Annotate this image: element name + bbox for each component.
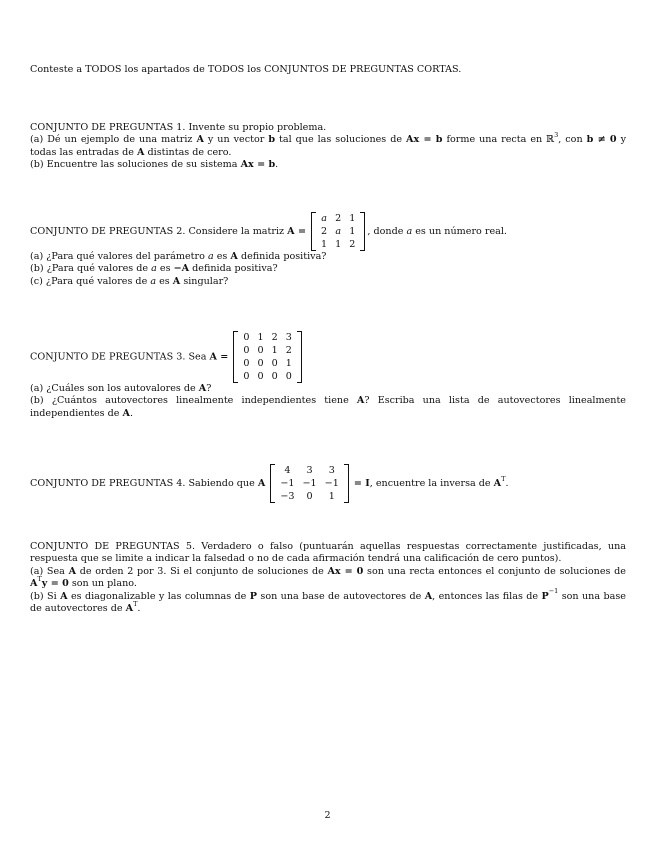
matrix-symbol: A bbox=[356, 395, 365, 407]
left-bracket bbox=[270, 464, 275, 503]
variable: a bbox=[151, 263, 157, 275]
text: . bbox=[137, 603, 141, 615]
text: es bbox=[159, 263, 171, 275]
vector-symbol: b bbox=[268, 134, 276, 146]
variable: a bbox=[207, 251, 214, 262]
set3-item-b bbox=[30, 395, 626, 420]
matrix-cell: 0 bbox=[285, 371, 292, 382]
matrix-cell: 2 bbox=[335, 213, 342, 224]
item-label: (a) bbox=[30, 134, 44, 146]
matrix-symbol: A bbox=[493, 478, 502, 489]
right-bracket bbox=[344, 464, 349, 503]
set3-item-a bbox=[30, 383, 626, 395]
variable: a bbox=[406, 226, 413, 237]
matrix-cell: −1 bbox=[302, 478, 317, 489]
item-label: (b) bbox=[30, 263, 44, 275]
matrix-symbol: A bbox=[424, 590, 433, 602]
set2-heading bbox=[30, 212, 626, 251]
set3-heading bbox=[30, 331, 626, 383]
text: ¿Cuáles son los autovalores de bbox=[46, 383, 196, 394]
matrix-cell: 2 bbox=[271, 332, 278, 343]
matrix-row bbox=[317, 212, 359, 225]
matrix-row bbox=[239, 344, 295, 357]
text: ? bbox=[206, 383, 212, 394]
question-set-1 bbox=[30, 122, 626, 172]
matrix-symbol: A bbox=[230, 251, 238, 262]
question-set-3 bbox=[30, 331, 626, 420]
matrix-symbol: A bbox=[125, 603, 134, 615]
matrix-cell: 0 bbox=[243, 358, 250, 369]
matrix-symbol: P bbox=[541, 590, 549, 602]
matrix-equation: A = bbox=[209, 351, 229, 363]
text: Sea bbox=[188, 351, 207, 363]
text: Si bbox=[47, 590, 57, 602]
matrix-cell: 3 bbox=[285, 332, 292, 343]
right-bracket bbox=[360, 212, 365, 251]
item-label: (b) bbox=[30, 159, 44, 171]
text: es bbox=[216, 251, 228, 262]
matrix-cell: −1 bbox=[324, 478, 339, 489]
set1-item-a bbox=[30, 131, 626, 159]
set4-title: CONJUNTO DE PREGUNTAS 4. bbox=[30, 478, 186, 489]
set2-item-c bbox=[30, 276, 626, 288]
text: y todas las entradas de bbox=[30, 134, 626, 158]
text: distintas de cero. bbox=[147, 146, 232, 158]
item-label: (b) bbox=[30, 590, 44, 602]
set2-title: CONJUNTO DE PREGUNTAS 2. bbox=[30, 226, 186, 237]
text: , entonces las filas de bbox=[432, 590, 539, 602]
identity-equation: = I bbox=[353, 478, 370, 489]
set1-heading bbox=[30, 122, 626, 134]
variable: a bbox=[150, 275, 157, 287]
matrix-cell: 1 bbox=[349, 226, 356, 237]
text: son una recta entonces el conjunto de soluciones de bbox=[367, 565, 626, 577]
equation: Ax = b bbox=[406, 134, 443, 146]
matrix-row bbox=[276, 477, 342, 490]
matrix-cell: 0 bbox=[243, 371, 250, 382]
question-set-5 bbox=[30, 541, 626, 615]
matrix-cell: 2 bbox=[349, 239, 356, 250]
question-set-4 bbox=[30, 464, 626, 503]
matrix-row bbox=[276, 490, 342, 503]
text: Encuentre las soluciones de su sistema bbox=[46, 159, 238, 171]
text: ¿Para qué valores del parámetro bbox=[46, 251, 205, 262]
instructions bbox=[30, 64, 626, 76]
matrix-cell: 1 bbox=[321, 239, 328, 250]
set2-matrix bbox=[311, 212, 365, 251]
exponent: 3 bbox=[554, 131, 559, 140]
matrix-cell: −3 bbox=[280, 491, 295, 502]
text: , con bbox=[558, 134, 583, 146]
matrix-row bbox=[317, 225, 359, 238]
text: son un plano. bbox=[71, 578, 137, 590]
matrix-symbol: P bbox=[249, 590, 257, 602]
text: definida positiva? bbox=[192, 263, 278, 275]
matrix-cell: 0 bbox=[306, 491, 313, 502]
text: es un número real. bbox=[415, 226, 507, 237]
matrix-row bbox=[239, 357, 295, 370]
item-label: (a) bbox=[30, 383, 44, 394]
set2-item-a bbox=[30, 251, 626, 263]
set5-title: CONJUNTO DE PREGUNTAS 5. bbox=[30, 541, 196, 552]
set5-statement: Verdadero o falso (puntuarán aquellas respuestas correctamente justificadas, una respuesta que se limite a indicar la falsedad o no de cada afirmación tendrá una calificación de cero puntos). bbox=[30, 541, 626, 565]
matrix-cell: 3 bbox=[306, 465, 313, 476]
instructions-text: Conteste a TODOS los apartados de TODOS los CONJUNTOS DE PREGUNTAS CORTAS. bbox=[30, 64, 462, 75]
equation: Ax = b bbox=[240, 159, 276, 171]
set5-heading bbox=[30, 541, 626, 566]
matrix-symbol: A bbox=[198, 383, 207, 394]
matrix-cell: a bbox=[335, 226, 342, 237]
matrix-symbol: A bbox=[196, 134, 204, 146]
equation: y = 0 bbox=[41, 578, 69, 590]
text: es bbox=[159, 275, 170, 287]
text: son una base de autovectores de bbox=[260, 590, 422, 602]
text: . bbox=[505, 478, 509, 489]
set1-item-b bbox=[30, 159, 626, 171]
matrix-cell: a bbox=[321, 213, 327, 224]
text: Dé un ejemplo de una matriz bbox=[47, 134, 193, 146]
matrix-cell: 2 bbox=[321, 226, 328, 237]
matrix-cell: 1 bbox=[257, 332, 264, 343]
page-number: 2 bbox=[324, 810, 331, 821]
matrix-cell: 0 bbox=[271, 371, 278, 382]
matrix-symbol: A bbox=[60, 590, 68, 602]
text: de orden 2 por 3. Si el conjunto de soluciones de bbox=[79, 565, 324, 577]
matrix-cell: 0 bbox=[257, 345, 264, 356]
transpose-exponent: T bbox=[133, 599, 138, 608]
matrix-cell: 0 bbox=[243, 332, 250, 343]
transpose-exponent: T bbox=[501, 474, 506, 483]
item-label: (a) bbox=[30, 565, 44, 577]
set3-matrix bbox=[233, 331, 301, 383]
text: forme una recta en ℝ bbox=[446, 134, 555, 146]
matrix-symbol: A bbox=[30, 578, 38, 590]
matrix-symbol: A bbox=[172, 275, 181, 287]
set4-matrix bbox=[270, 464, 348, 503]
matrix-symbol: −A bbox=[173, 263, 190, 275]
text: tal que las soluciones de bbox=[279, 134, 403, 146]
matrix-row bbox=[276, 464, 342, 477]
set2-matrix-body bbox=[317, 212, 359, 251]
text: , encuentre la inversa de bbox=[369, 478, 491, 489]
text: ¿Para qué valores de bbox=[45, 275, 148, 287]
item-label: (a) bbox=[30, 251, 44, 262]
set3-title: CONJUNTO DE PREGUNTAS 3. bbox=[30, 351, 186, 363]
set5-item-b bbox=[30, 587, 626, 616]
text: definida positiva? bbox=[240, 251, 327, 262]
matrix-cell: 1 bbox=[335, 239, 342, 250]
text: . bbox=[275, 159, 279, 171]
condition: b ≠ 0 bbox=[586, 134, 617, 146]
left-bracket bbox=[311, 212, 316, 251]
question-set-2 bbox=[30, 212, 626, 288]
matrix-symbol: A bbox=[136, 146, 145, 158]
matrix-cell: −1 bbox=[280, 478, 295, 489]
right-bracket bbox=[297, 331, 302, 383]
set1-statement: Invente su propio problema. bbox=[188, 122, 327, 133]
matrix-row bbox=[239, 331, 295, 344]
matrix-symbol: A bbox=[68, 565, 77, 577]
matrix-cell: 2 bbox=[285, 345, 292, 356]
equation: Ax = 0 bbox=[327, 565, 364, 577]
set2-item-b bbox=[30, 263, 626, 275]
matrix-cell: 0 bbox=[271, 358, 278, 369]
left-bracket bbox=[233, 331, 238, 383]
set4-matrix-body bbox=[276, 464, 342, 503]
text: son una base de autovectores de bbox=[30, 590, 626, 615]
matrix-cell: 3 bbox=[328, 465, 335, 476]
transpose-exponent: T bbox=[37, 575, 42, 584]
text: es diagonalizable y las columnas de bbox=[70, 590, 247, 602]
text: y un vector bbox=[207, 134, 265, 146]
set5-item-a bbox=[30, 566, 626, 591]
text: ? Escriba una lista de autovectores linealmente independientes de bbox=[30, 395, 626, 419]
item-label: (c) bbox=[30, 275, 43, 287]
matrix-cell: 0 bbox=[243, 345, 250, 356]
matrix-symbol: A bbox=[122, 407, 130, 419]
matrix-row bbox=[239, 370, 295, 383]
matrix-equation: A = bbox=[287, 226, 306, 237]
text: Sea bbox=[46, 565, 65, 577]
text: Considere la matriz bbox=[188, 226, 285, 237]
matrix-cell: 4 bbox=[284, 465, 291, 476]
set1-title: CONJUNTO DE PREGUNTAS 1. bbox=[30, 122, 186, 133]
matrix-cell: 1 bbox=[271, 345, 278, 356]
text: singular? bbox=[183, 275, 229, 287]
matrix-cell: 0 bbox=[257, 358, 264, 369]
matrix-cell: 1 bbox=[349, 213, 356, 224]
matrix-row bbox=[317, 238, 359, 251]
text: , donde bbox=[367, 226, 404, 237]
text: Sabiendo que bbox=[188, 478, 255, 489]
matrix-symbol: A bbox=[257, 478, 266, 489]
text: . bbox=[129, 407, 134, 419]
matrix-cell: 1 bbox=[328, 491, 335, 502]
matrix-cell: 0 bbox=[257, 371, 264, 382]
set3-matrix-body bbox=[239, 331, 295, 383]
inverse-exponent: −1 bbox=[548, 587, 559, 596]
text: ¿Cuántos autovectores linealmente independientes tiene bbox=[51, 395, 349, 407]
text: ¿Para qué valores de bbox=[46, 263, 149, 275]
item-label: (b) bbox=[30, 395, 44, 407]
matrix-cell: 1 bbox=[285, 358, 292, 369]
